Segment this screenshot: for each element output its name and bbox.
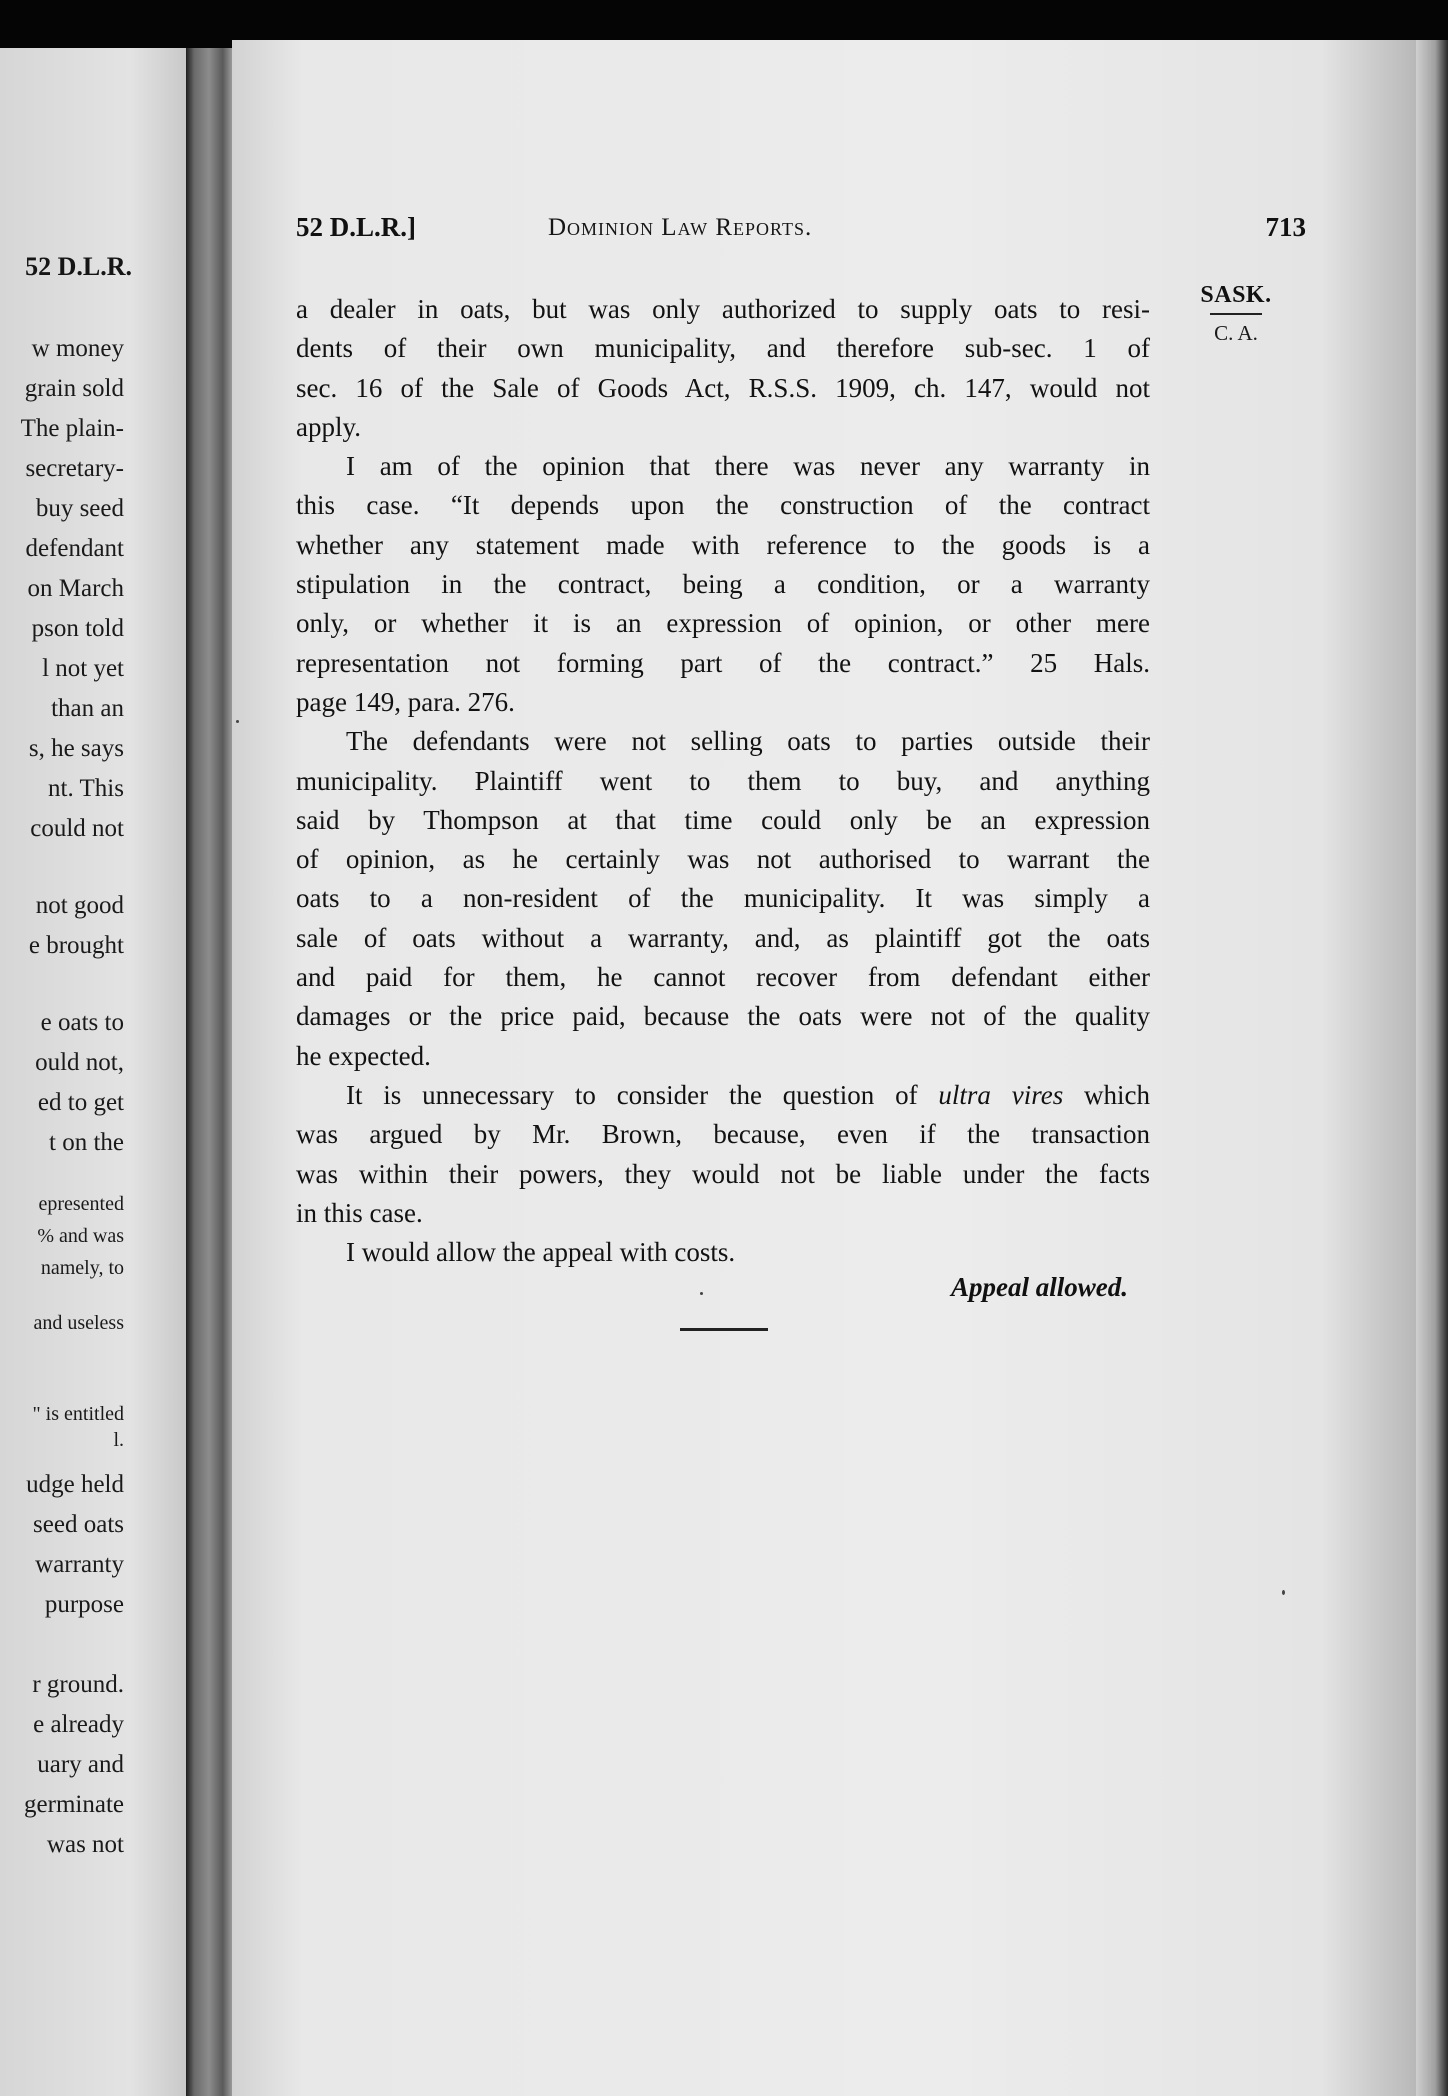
publication-title: Dominion Law Reports. — [548, 214, 813, 241]
previous-page-fragment — [0, 48, 186, 2096]
margin-note — [1196, 282, 1276, 346]
previous-page-line: uary and — [37, 1751, 124, 1778]
text-line: in this case. — [296, 1197, 423, 1228]
previous-page-line: purpose — [44, 1591, 124, 1618]
paragraph — [296, 1076, 1150, 1233]
previous-page-line: e already — [33, 1711, 124, 1738]
page-edge-shadow — [1416, 40, 1448, 2096]
paragraph — [296, 447, 1150, 722]
previous-page-line: The plain- — [20, 415, 124, 442]
text-line: stipulation in the contract, being a condition, or a warranty — [296, 569, 1150, 600]
page-number: 713 — [1265, 212, 1306, 242]
previous-page-line: ould not, — [35, 1049, 124, 1076]
scan-speck — [1282, 1590, 1285, 1595]
running-head — [296, 212, 1306, 252]
text-line: dents of their own municipality, and therefore sub-sec. 1 of — [296, 333, 1150, 364]
text-line: was argued by Mr. Brown, because, even if the transaction — [296, 1119, 1150, 1150]
previous-page-line: r ground. — [32, 1671, 124, 1698]
previous-page-line: l not yet — [42, 655, 124, 682]
end-of-report-rule — [680, 1328, 768, 1331]
previous-page-line: warranty — [35, 1551, 124, 1578]
text-line: was within their powers, they would not be liable under the facts — [296, 1158, 1150, 1189]
previous-page-line: epresented — [38, 1193, 124, 1215]
previous-page-line: l. — [113, 1429, 124, 1451]
paragraph — [296, 290, 1150, 447]
text-line: this case. “It depends upon the construction of the contract — [296, 490, 1150, 521]
previous-page-header: 52 D.L.R. — [25, 252, 132, 281]
previous-page-line: buy seed — [35, 495, 124, 522]
paragraph — [296, 1233, 1150, 1272]
previous-page-line: and useless — [33, 1312, 124, 1334]
text-line: I would allow the appeal with costs. — [346, 1237, 736, 1268]
latin-term: ultra vires — [938, 1079, 1064, 1110]
court-abbreviation: SASK. — [1200, 282, 1272, 308]
text-line: page 149, para. 276. — [296, 686, 515, 717]
text-line: whether any statement made with reference to the goods is a — [296, 529, 1150, 560]
text-run: It is unnecessary to consider the question of — [346, 1079, 939, 1110]
court-division: C. A. — [1214, 321, 1258, 345]
text-line: apply. — [296, 411, 361, 442]
previous-page-line: seed oats — [33, 1511, 124, 1538]
previous-page-line: was not — [46, 1831, 124, 1858]
volume-reference: 52 D.L.R.] — [296, 212, 416, 242]
previous-page-line: secretary- — [25, 455, 124, 482]
previous-page-line: namely, to — [40, 1257, 124, 1279]
text-line: he expected. — [296, 1040, 431, 1071]
text-line: municipality. Plaintiff went to them to buy, and anything — [296, 765, 1150, 796]
text-line: sale of oats without a warranty, and, as plaintiff got the oats — [296, 922, 1150, 953]
previous-page-line: udge held — [26, 1471, 124, 1498]
previous-page-line: grain sold — [24, 375, 124, 402]
scan-speck — [700, 1292, 703, 1295]
previous-page-line: germinate — [24, 1791, 124, 1818]
previous-page-line: pson told — [31, 615, 124, 642]
previous-page-line: not good — [35, 892, 124, 919]
previous-page-line: nt. This — [48, 775, 124, 802]
previous-page-line: % and was — [37, 1225, 124, 1247]
verdict: Appeal allowed. — [951, 1272, 1128, 1302]
text-line: a dealer in oats, but was only authorized to supply oats to resi- — [296, 294, 1150, 324]
margin-note-rule — [1210, 313, 1262, 315]
text-line: oats to a non-resident of the municipality. It was simply a — [296, 883, 1150, 914]
previous-page-line: " is entitled — [32, 1403, 124, 1425]
paragraph — [296, 722, 1150, 1076]
text-line — [296, 1076, 1150, 1115]
judgment-body — [296, 290, 1150, 1272]
text-line: said by Thompson at that time could only be an expression — [296, 804, 1150, 835]
text-line: of opinion, as he certainly was not authorised to warrant the — [296, 844, 1150, 875]
previous-page-line: could not — [30, 815, 124, 842]
previous-page-line: than an — [51, 695, 124, 722]
previous-page-line: defendant — [25, 535, 124, 562]
text-line: and paid for them, he cannot recover from defendant either — [296, 962, 1150, 993]
previous-page-line: on March — [27, 575, 124, 602]
previous-page-line: s, he says — [28, 735, 124, 762]
text-run: which — [1063, 1079, 1150, 1110]
text-line: I am of the opinion that there was never any warranty in — [346, 451, 1150, 482]
previous-page-line: e oats to — [40, 1009, 124, 1036]
previous-page-line: ed to get — [37, 1089, 124, 1116]
previous-page-line: t on the — [49, 1129, 124, 1156]
scan-speck — [236, 720, 239, 723]
previous-page-line: e brought — [28, 932, 124, 959]
text-line: representation not forming part of the contract.” 25 Hals. — [296, 647, 1150, 678]
text-line: The defendants were not selling oats to parties outside their — [346, 726, 1150, 757]
previous-page-line: w money — [31, 335, 124, 362]
book-binding-gutter — [186, 48, 232, 2096]
text-line: only, or whether it is an expression of opinion, or other mere — [296, 608, 1150, 639]
text-line: sec. 16 of the Sale of Goods Act, R.S.S. 1909, ch. 147, would not — [296, 372, 1150, 403]
text-line: damages or the price paid, because the oats were not of the quality — [296, 1001, 1150, 1032]
